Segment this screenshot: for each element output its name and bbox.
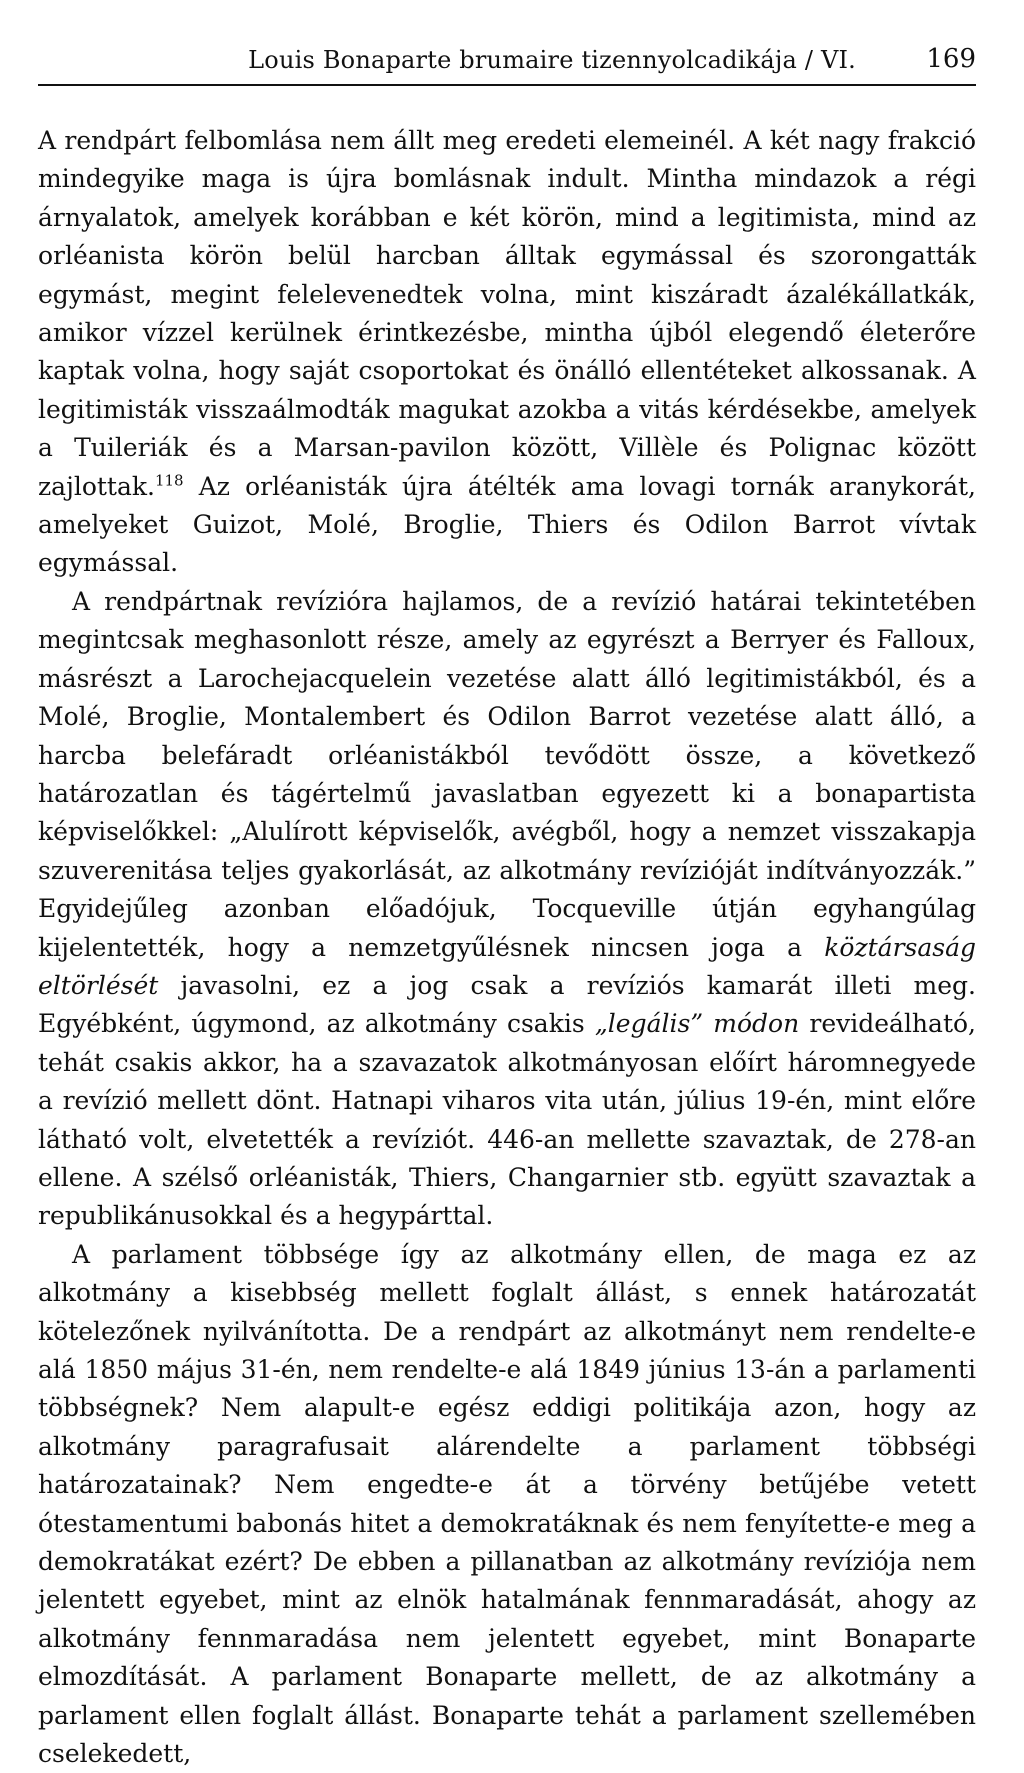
paragraph-1-text-b: Az orléanisták újra átélték ama lovagi tornák aranykorát, amelyeket Guizot, Molé, Broglie, Thiers és Odilon Barrot vívtak egymással. (38, 471, 976, 578)
paragraph-3 (38, 1236, 976, 1773)
paragraph-2 (38, 583, 976, 1236)
book-page (38, 40, 976, 1773)
paragraph-1 (38, 122, 976, 583)
page-header (38, 40, 976, 86)
paragraph-2-text-c: revideálható, tehát csakis akkor, ha a szavazatok alkotmányosan előírt háromnegyede a revízió mellett dönt. Hatnapi viharos vita után, július 19-én, mint előre látható volt, elvetették a revíziót. 446-an mellette szavaztak, de 278-an ellene. A szélső orléanisták, Thiers, Changarnier stb. együtt szavaztak a republikánusokkal és a hegypárttal. (38, 1009, 976, 1231)
footnote-reference: 118 (154, 471, 184, 490)
running-title: Louis Bonaparte brumaire tizennyolcadikája / VI. (248, 46, 856, 74)
paragraph-3-text: A parlament többsége így az alkotmány ellen, de maga ez az alkotmány a kisebbség mellett foglalt állást, s ennek határozatát kötelezőnek nyilvánította. De a rendpárt az alkotmányt nem rendelte-e alá 1850 május 31-én, nem rendelte-e alá 1849 június 13-án a parlamenti többségnek? Nem alapult-e egész eddigi politikája azon, hogy az alkotmány paragrafusait alárendelte a parlament többségi határozatainak? Nem engedte-e át a törvény betűjébe vetett ótestamentumi babonás hitet a demokratáknak és nem fenyítette-e meg a demokratákat ezért? De ebben a pillanatban az alkotmány revíziója nem jelentett egyebet, mint az elnök hatalmának fennmaradását, ahogy az alkotmány fennmaradása nem jelentett egyebet, mint Bonaparte elmozdítását. A parlament Bonaparte mellett, de az alkotmány a parlament ellen foglalt állást. Bonaparte tehát a parlament szellemében cselekedett, (38, 1239, 976, 1769)
paragraph-2-text-b: javasolni, ez a jog csak a revíziós kamarát illeti meg. Egyébként, úgymond, az alkotmány csakis (38, 970, 976, 1039)
page-body (38, 122, 976, 1773)
paragraph-1-text-a: A rendpárt felbomlása nem állt meg eredeti elemeinél. A két nagy frakció mindegyike maga is újra bomlásnak indult. Mintha mindazok a régi árnyalatok, amelyek korábban e két körön, mind a legitimista, mind az orléanista körön belül harcban álltak egymással és szorongatták egymást, megint felelevenedtek volna, mint kiszáradt ázalékállatkák, amikor vízzel kerülnek érintkezésbe, mintha újból elegendő életerőre kaptak volna, hogy saját csoportokat és önálló ellentéteket alkossanak. A legitimisták visszaálmodták magukat azokba a vitás kérdésekbe, amelyek a Tuileriák és a Marsan-pavilon között, Villèle és Polignac között zajlottak. (38, 126, 976, 501)
paragraph-2-text-a: A rendpártnak revízióra hajlamos, de a revízió határai tekintetében megintcsak meghasonlott része, amely az egyrészt a Berryer és Falloux, másrészt a Larochejacquelein vezetése alatt álló legitimistákból, és a Molé, Broglie, Montalembert és Odilon Barrot vezetése alatt álló, a harcba belefáradt orléanistákból tevődött össze, a következő határozatlan és tágértelmű javaslatban egyezett ki a bonapartista képviselőkkel: „Alulírott képviselők, avégből, hogy a nemzet visszakapja szuverenitása teljes gyakorlását, az alkotmány revízióját indítványozzák.” Egyidejűleg azonban előadójuk, Tocqueville útján egyhangúlag kijelentették, hogy a nemzetgyűlésnek nincsen joga a (38, 586, 976, 962)
paragraph-2-italic-2: „legális” módon (594, 1009, 800, 1039)
page-number: 169 (926, 44, 976, 74)
paragraph-2-italic-1: köztársaság eltörlését (38, 932, 976, 1000)
